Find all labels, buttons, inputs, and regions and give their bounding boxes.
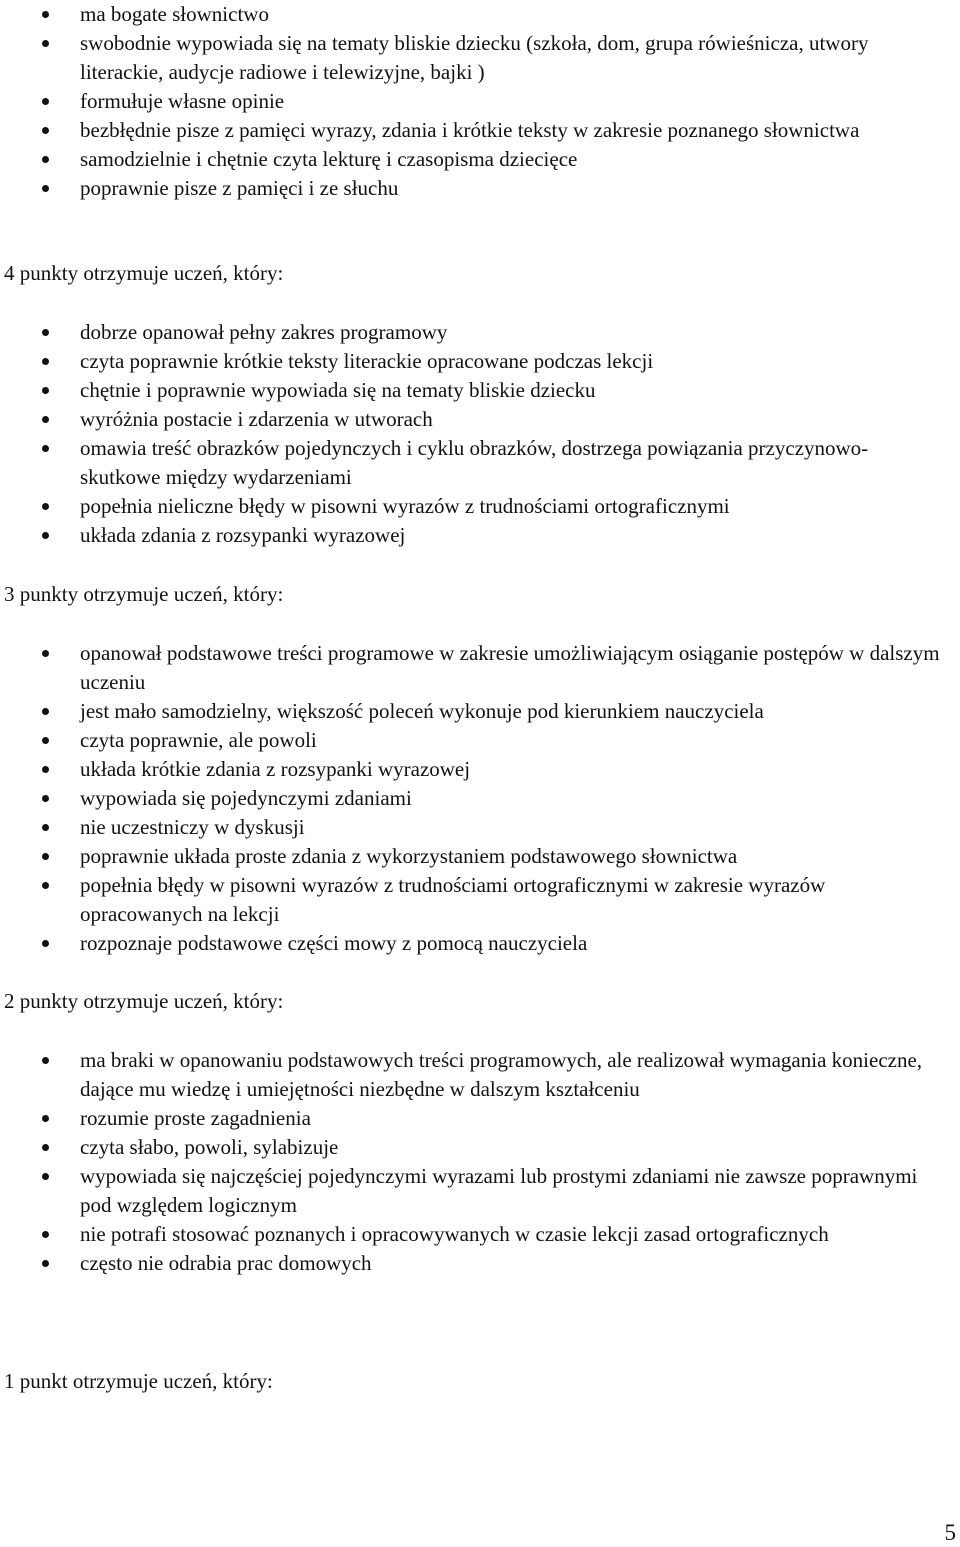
list-item: chętnie i poprawnie wypowiada się na tematy bliskie dziecku xyxy=(0,376,940,405)
bullet-icon xyxy=(42,503,49,510)
list-item: nie potrafi stosować poznanych i opracowywanych w czasie lekcji zasad ortograficznych xyxy=(0,1220,940,1249)
criteria-list-top xyxy=(0,0,940,203)
bullet-icon xyxy=(42,940,49,947)
section-heading-3-points: 3 punkty otrzymuje uczeń, który: xyxy=(4,582,284,606)
bullet-icon xyxy=(42,98,49,105)
list-item: często nie odrabia prac domowych xyxy=(0,1249,940,1278)
list-item: wypowiada się pojedynczymi zdaniami xyxy=(0,784,940,813)
bullet-icon xyxy=(42,766,49,773)
section-heading-4-points: 4 punkty otrzymuje uczeń, który: xyxy=(4,261,284,285)
bullet-icon xyxy=(42,156,49,163)
bullet-icon xyxy=(42,329,49,336)
bullet-icon xyxy=(42,882,49,889)
bullet-icon xyxy=(42,853,49,860)
page-number: 5 xyxy=(944,1520,956,1545)
list-item: rozpoznaje podstawowe części mowy z pomocą nauczyciela xyxy=(0,929,940,958)
list-item: omawia treść obrazków pojedynczych i cyklu obrazków, dostrzega powiązania przyczynowo- skutkowe między wydarzeniami xyxy=(0,434,940,492)
list-item: wypowiada się najczęściej pojedynczymi wyrazami lub prostymi zdaniami nie zawsze poprawnymi pod względem logicznym xyxy=(0,1162,940,1220)
list-item: popełnia błędy w pisowni wyrazów z trudnościami ortograficznymi w zakresie wyrazów opracowanych na lekcji xyxy=(0,871,940,929)
bullet-icon xyxy=(42,358,49,365)
bullet-icon xyxy=(42,1260,49,1267)
list-item: czyta poprawnie, ale powoli xyxy=(0,726,940,755)
bullet-icon xyxy=(42,445,49,452)
bullet-icon xyxy=(42,824,49,831)
criteria-list-2-points xyxy=(0,1046,940,1278)
list-item: dobrze opanował pełny zakres programowy xyxy=(0,318,940,347)
list-item: popełnia nieliczne błędy w pisowni wyrazów z trudnościami ortograficznymi xyxy=(0,492,940,521)
bullet-icon xyxy=(42,737,49,744)
list-item: formułuje własne opinie xyxy=(0,87,940,116)
list-item: ma braki w opanowaniu podstawowych treści programowych, ale realizował wymagania konieczne, dające mu wiedzę i umiejętności niezbędne w dalszym kształceniu xyxy=(0,1046,940,1104)
list-item: rozumie proste zagadnienia xyxy=(0,1104,940,1133)
bullet-icon xyxy=(42,416,49,423)
section-heading-1-point: 1 punkt otrzymuje uczeń, który: xyxy=(4,1369,273,1393)
bullet-icon xyxy=(42,127,49,134)
bullet-icon xyxy=(42,387,49,394)
bullet-icon xyxy=(42,708,49,715)
list-item: nie uczestniczy w dyskusji xyxy=(0,813,940,842)
list-item: układa krótkie zdania z rozsypanki wyrazowej xyxy=(0,755,940,784)
bullet-icon xyxy=(42,1115,49,1122)
list-item: opanował podstawowe treści programowe w zakresie umożliwiającym osiąganie postępów w dalszym uczeniu xyxy=(0,639,940,697)
bullet-icon xyxy=(42,532,49,539)
criteria-list-3-points xyxy=(0,639,940,958)
list-item: swobodnie wypowiada się na tematy bliskie dziecku (szkoła, dom, grupa rówieśnicza, utwory literackie, audycje radiowe i telewizyjne, bajki ) xyxy=(0,29,940,87)
bullet-icon xyxy=(42,1231,49,1238)
bullet-icon xyxy=(42,11,49,18)
list-item: samodzielnie i chętnie czyta lekturę i czasopisma dziecięce xyxy=(0,145,940,174)
list-item: ma bogate słownictwo xyxy=(0,0,940,29)
list-item: poprawnie pisze z pamięci i ze słuchu xyxy=(0,174,940,203)
section-heading-2-points: 2 punkty otrzymuje uczeń, który: xyxy=(4,989,284,1013)
list-item: układa zdania z rozsypanki wyrazowej xyxy=(0,521,940,550)
bullet-icon xyxy=(42,795,49,802)
list-item: poprawnie układa proste zdania z wykorzystaniem podstawowego słownictwa xyxy=(0,842,940,871)
bullet-icon xyxy=(42,1173,49,1180)
bullet-icon xyxy=(42,185,49,192)
bullet-icon xyxy=(42,650,49,657)
list-item: wyróżnia postacie i zdarzenia w utworach xyxy=(0,405,940,434)
bullet-icon xyxy=(42,1144,49,1151)
list-item: jest mało samodzielny, większość poleceń wykonuje pod kierunkiem nauczyciela xyxy=(0,697,940,726)
bullet-icon xyxy=(42,40,49,47)
list-item: bezbłędnie pisze z pamięci wyrazy, zdania i krótkie teksty w zakresie poznanego słownictwa xyxy=(0,116,940,145)
bullet-icon xyxy=(42,1057,49,1064)
list-item: czyta słabo, powoli, sylabizuje xyxy=(0,1133,940,1162)
criteria-list-4-points xyxy=(0,318,940,550)
list-item: czyta poprawnie krótkie teksty literackie opracowane podczas lekcji xyxy=(0,347,940,376)
